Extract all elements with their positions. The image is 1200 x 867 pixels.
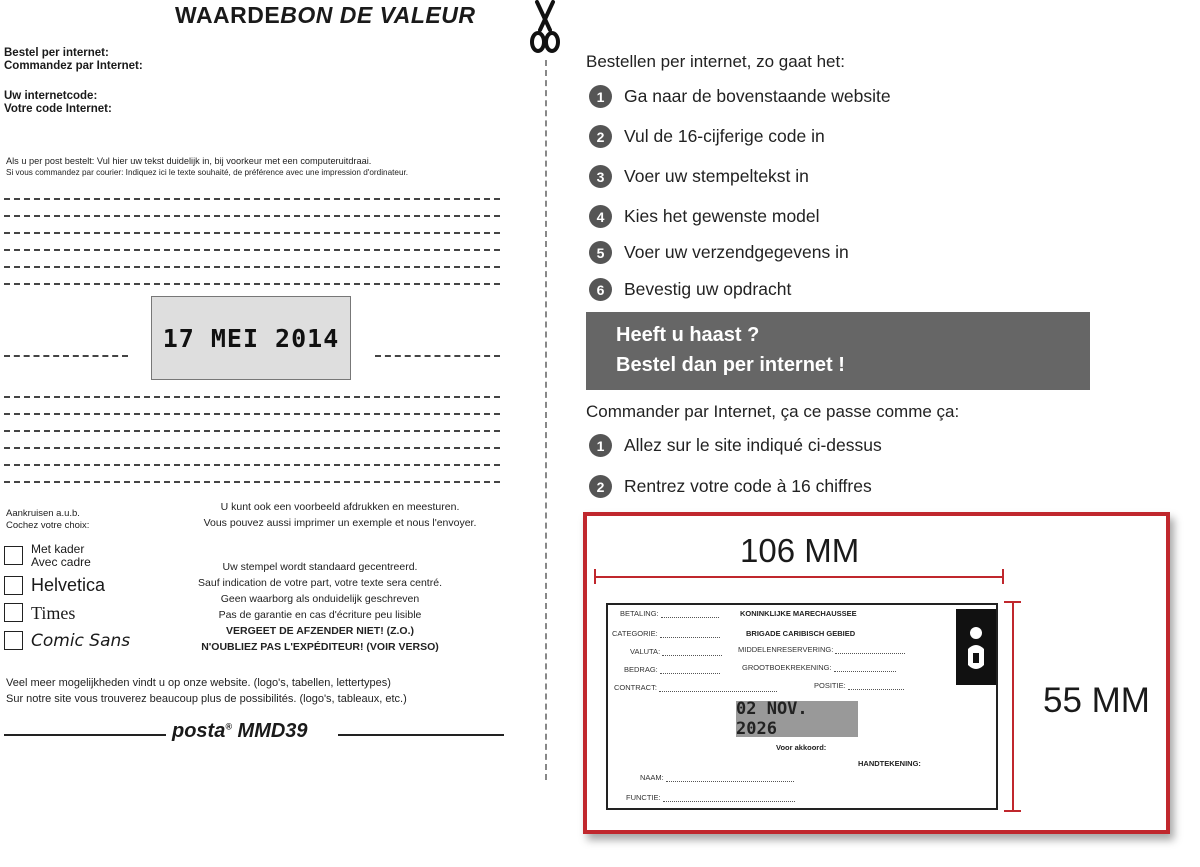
field-categorie: CATEGORIE: <box>612 629 720 638</box>
warning-sender-nl: VERGEET DE AFZENDER NIET! (Z.O.) <box>225 625 415 637</box>
write-line[interactable] <box>4 266 500 268</box>
order-internet-nl: Bestel per internet: <box>4 47 109 59</box>
nl-step <box>589 125 825 148</box>
height-cap-top <box>1004 601 1021 603</box>
step-text: Allez sur le site indiqué ci-dessus <box>624 435 882 455</box>
brand-footer <box>172 720 308 743</box>
write-line[interactable] <box>4 413 500 415</box>
checkbox-times[interactable] <box>4 603 23 622</box>
write-line[interactable] <box>375 355 500 357</box>
fr-heading: Commander par Internet, ça ce passe comme ça: <box>586 402 960 421</box>
banner-line-1: Heeft u haast ? <box>616 324 760 346</box>
write-line[interactable] <box>4 396 500 398</box>
post-instruction-nl: Als u per post bestelt: Vul hier uw tekst duidelijk in, bij voorkeur met een computeruitdraai. <box>6 156 372 166</box>
step-text: Kies het gewenste model <box>624 206 820 226</box>
more-options-nl: Veel meer mogelijkheden vindt u op onze website. (logo's, tabellen, lettertypes) <box>6 677 391 689</box>
nl-step <box>589 165 809 188</box>
step-number: 1 <box>589 434 612 457</box>
write-line[interactable] <box>4 355 128 357</box>
field-naam: NAAM: <box>640 773 794 782</box>
sample-date-stamp: 02 NOV. 2026 <box>736 701 858 737</box>
fr-step <box>589 475 872 498</box>
option-frame-fr: Avec cadre <box>31 555 91 569</box>
checkbox-comic-sans[interactable] <box>4 631 23 650</box>
nl-step <box>589 85 891 108</box>
step-text: Vul de 16-cijferige code in <box>624 126 825 146</box>
checkbox-helvetica[interactable] <box>4 576 23 595</box>
center-note-1: Uw stempel wordt standaard gecentreerd. <box>222 561 418 573</box>
field-middelen: MIDDELENRESERVERING: <box>738 645 905 654</box>
scissors-icon <box>528 0 562 56</box>
sample-stamp-impression <box>606 603 998 810</box>
option-frame-nl: Met kader <box>31 542 85 556</box>
write-line[interactable] <box>4 249 500 251</box>
nl-step <box>589 241 849 264</box>
footer-rule-right <box>338 734 504 736</box>
nl-step <box>589 278 791 301</box>
write-line[interactable] <box>4 283 500 285</box>
stamp-preview <box>151 296 351 380</box>
model-code: MMD39 <box>237 720 308 742</box>
title-prefix: WAARDE <box>175 2 281 28</box>
approval-label: Voor akkoord: <box>776 743 827 752</box>
internet-code-nl: Uw internetcode: <box>4 90 98 102</box>
field-contract: CONTRACT: <box>614 683 777 692</box>
write-line[interactable] <box>4 430 500 432</box>
write-line[interactable] <box>4 481 500 483</box>
hurry-banner <box>586 312 1090 390</box>
brand-logo: posta <box>172 720 226 742</box>
field-bedrag: BEDRAG: <box>624 665 720 674</box>
option-times: Times <box>31 603 76 623</box>
print-note-fr: Vous pouvez aussi imprimer un exemple et nous l'envoyer. <box>203 517 477 529</box>
stamp-date: 17 MEI 2014 <box>162 323 340 353</box>
org-unit: BRIGADE CARIBISCH GEBIED <box>746 629 856 638</box>
print-note-nl: U kunt ook een voorbeeld afdrukken en meesturen. <box>220 501 460 513</box>
width-dimension-line <box>595 576 1003 578</box>
field-valuta: VALUTA: <box>630 647 722 656</box>
height-dimension-line <box>1012 601 1014 811</box>
field-functie: FUNCTIE: <box>626 793 795 802</box>
internet-code-fr: Votre code Internet: <box>4 103 112 115</box>
step-number: 4 <box>589 205 612 228</box>
warning-sender-fr: N'OUBLIEZ PAS L'EXPÉDITEUR! (VOIR VERSO) <box>201 641 439 653</box>
center-note-2: Sauf indication de votre part, votre texte sera centré. <box>198 577 442 589</box>
write-line[interactable] <box>4 215 500 217</box>
height-label: 55 MM <box>1043 681 1150 720</box>
field-betaling: BETALING: <box>620 609 719 618</box>
brand-registered: ® <box>225 721 232 732</box>
width-cap-right <box>1002 569 1004 584</box>
option-comic-sans: Comic Sans <box>31 631 131 651</box>
cut-line <box>545 60 547 780</box>
step-text: Bevestig uw opdracht <box>624 279 792 299</box>
tick-instruction-fr: Cochez votre choix: <box>6 520 90 531</box>
height-cap-bottom <box>1004 810 1021 812</box>
field-positie: POSITIE: <box>814 681 904 690</box>
fr-step <box>589 434 882 457</box>
footer-rule-left <box>4 734 166 736</box>
more-options-fr: Sur notre site vous trouverez beaucoup plus de possibilités. (logo's, tableaux, etc.) <box>6 693 407 705</box>
write-line[interactable] <box>4 464 500 466</box>
write-line[interactable] <box>4 198 500 200</box>
write-line[interactable] <box>4 447 500 449</box>
center-note-4: Pas de garantie en cas d'écriture peu lisible <box>218 609 422 621</box>
step-number: 3 <box>589 165 612 188</box>
center-note-3: Geen waarborg als onduidelijk geschreven <box>220 593 420 605</box>
step-text: Ga naar de bovenstaande website <box>624 86 891 106</box>
org-name: KONINKLIJKE MARECHAUSSEE <box>740 609 857 618</box>
step-number: 2 <box>589 125 612 148</box>
emblem-icon <box>956 609 996 685</box>
voucher-title <box>175 2 475 29</box>
field-grootboek: GROOTBOEKREKENING: <box>742 663 896 672</box>
step-text: Voer uw verzendgegevens in <box>624 242 849 262</box>
width-label: 106 MM <box>740 532 860 569</box>
post-instruction-fr: Si vous commandez par courier: Indiquez ici le texte souhaité, de préférence avec une impression d'ordinateur. <box>6 168 409 177</box>
nl-heading: Bestellen per internet, zo gaat het: <box>586 52 845 71</box>
option-helvetica: Helvetica <box>31 575 106 595</box>
step-number: 6 <box>589 278 612 301</box>
checkbox-frame[interactable] <box>4 546 23 565</box>
title-suffix: BON DE VALEUR <box>280 2 476 28</box>
signature-label: HANDTEKENING: <box>858 759 921 768</box>
step-number: 2 <box>589 475 612 498</box>
step-text: Voer uw stempeltekst in <box>624 166 809 186</box>
tick-instruction-nl: Aankruisen a.u.b. <box>6 508 80 519</box>
write-line[interactable] <box>4 232 500 234</box>
order-internet-fr: Commandez par Internet: <box>4 60 143 72</box>
step-number: 5 <box>589 241 612 264</box>
step-number: 1 <box>589 85 612 108</box>
step-text: Rentrez votre code à 16 chiffres <box>624 476 872 496</box>
banner-line-2: Bestel dan per internet ! <box>616 354 845 376</box>
nl-step <box>589 205 820 228</box>
width-cap-left <box>594 569 596 584</box>
